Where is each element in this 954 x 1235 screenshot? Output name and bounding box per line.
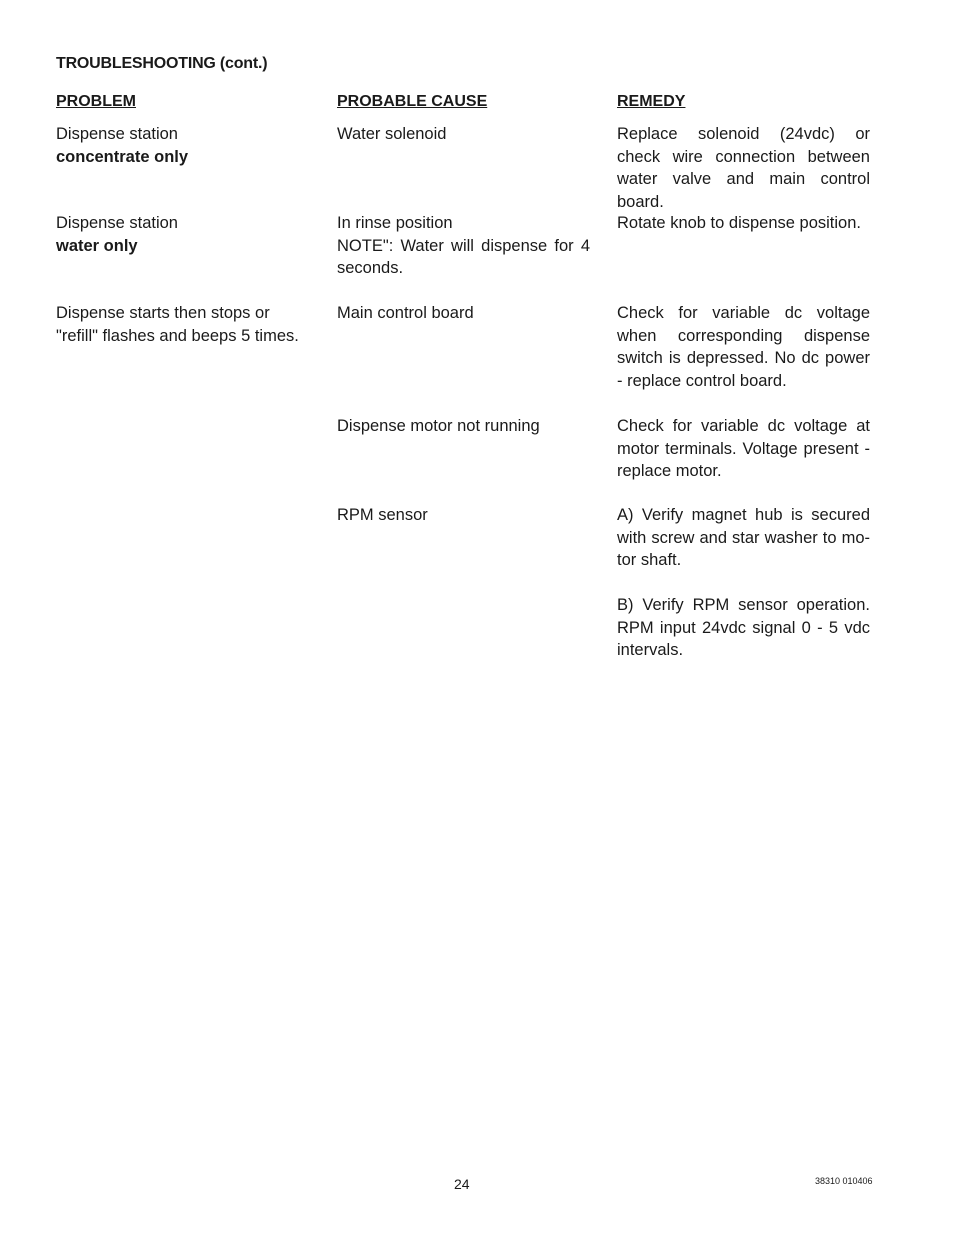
- header-remedy: REMEDY: [617, 93, 686, 110]
- row2-remedy: Rotate knob to dispense position.: [617, 214, 861, 232]
- row3-remedy: Check for variable dc voltage when corresponding dispense switch is depressed. No dc power - replace control board.: [617, 304, 870, 390]
- row1-problem-emphasis: concentrate only: [56, 147, 189, 166]
- row2-cause-note: NOTE": Water will dispense for 4 seconds.: [337, 236, 590, 277]
- row5-cause: RPM sensor: [337, 506, 428, 524]
- row4-cause: Dispense motor not running: [337, 417, 540, 435]
- page-number: 24: [454, 1176, 470, 1192]
- row5-remedy-b: B) Verify RPM sensor operation. RPM input 24vdc signal 0 - 5 vdc intervals.: [617, 596, 870, 659]
- row2-problem: [56, 212, 309, 257]
- header-problem: PROBLEM: [56, 93, 136, 110]
- row5-remedy-a: A) Verify magnet hub is secured with screw and star washer to mo-tor shaft.: [617, 506, 870, 569]
- row3-cause: Main control board: [337, 304, 474, 322]
- row2-cause-text: In rinse position: [337, 214, 453, 232]
- document-code: 38310 010406: [815, 1176, 873, 1186]
- row3-problem: Dispense starts then stops or "refill" flashes and beeps 5 times.: [56, 304, 299, 345]
- row2-problem-emphasis: water only: [56, 236, 138, 255]
- row2-cause: [337, 212, 590, 280]
- row2-problem-text: Dispense station: [56, 214, 178, 232]
- row1-cause: Water solenoid: [337, 125, 447, 143]
- row1-problem: [56, 123, 309, 168]
- row1-remedy: Replace solenoid (24vdc) or check wire connection between water valve and main control board.: [617, 125, 870, 211]
- page-title: TROUBLESHOOTING (cont.): [56, 55, 268, 72]
- row4-remedy: Check for variable dc voltage at motor terminals. Voltage present - replace motor.: [617, 417, 870, 480]
- header-probable-cause: PROBABLE CAUSE: [337, 93, 488, 110]
- row1-problem-text: Dispense station: [56, 125, 178, 143]
